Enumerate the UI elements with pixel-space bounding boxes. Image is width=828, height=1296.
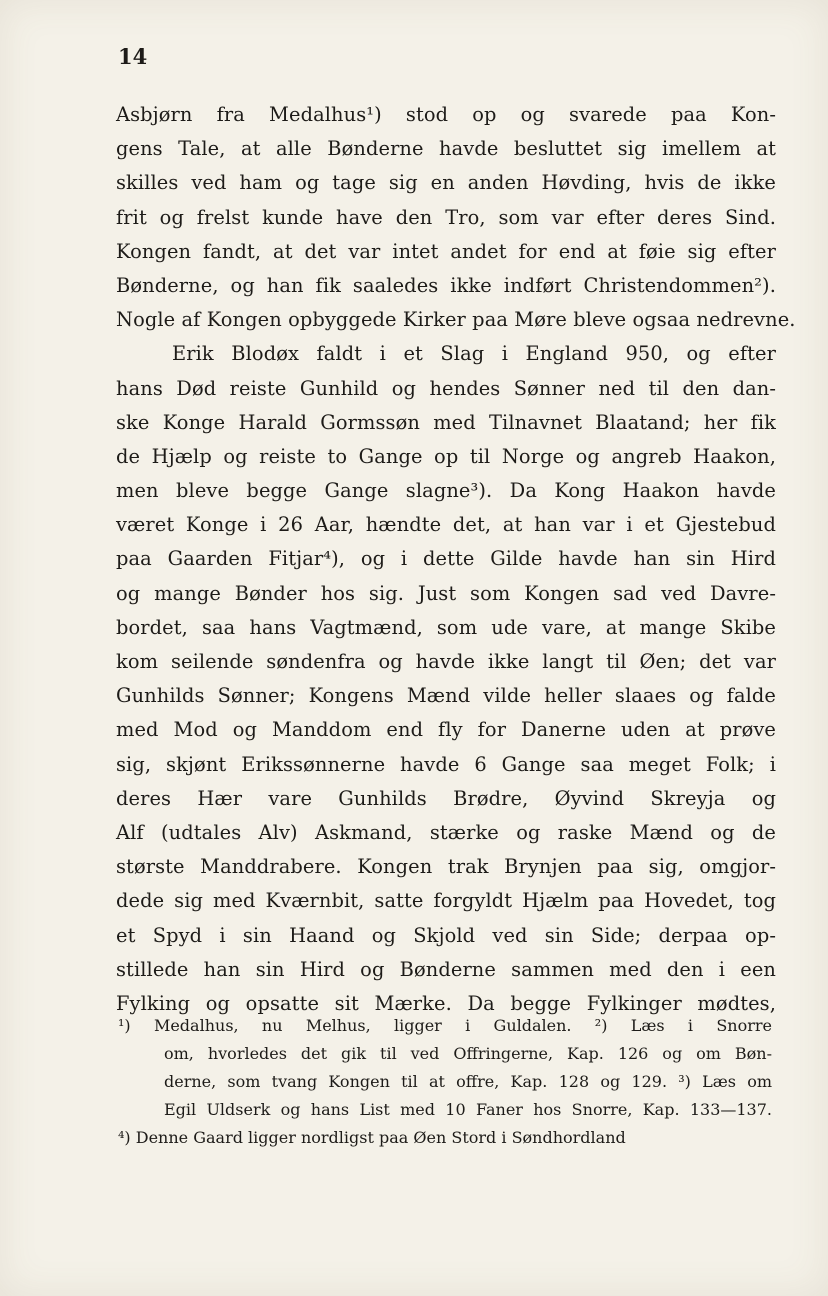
text-line: sig, skjønt Erikssønnerne havde 6 Gange saa meget Folk; i [116, 752, 776, 776]
body-text [116, 98, 796, 1021]
text-line: Kongen fandt, at det var intet andet for end at føie sig efter [116, 239, 776, 263]
footnotes [118, 1012, 772, 1152]
text-line: ske Konge Harald Gormssøn med Tilnavnet Blaatand; her fik [116, 410, 776, 434]
text-line: deres Hær vare Gunhilds Brødre, Øyvind Skreyja og [116, 786, 776, 810]
text-line: frit og frelst kunde have den Tro, som var efter deres Sind. [116, 205, 776, 229]
text-line: Asbjørn fra Medalhus¹) stod op og svarede paa Kon- [116, 103, 776, 126]
text-line: dede sig med Kværnbit, satte forgyldt Hjælm paa Hovedet, tog [116, 889, 776, 913]
footnote-line: ¹) Medalhus, nu Melhus, ligger i Guldalen. ²) Læs i Snorre [118, 1016, 772, 1035]
text-line: og mange Bønder hos sig. Just som Kongen sad ved Davre- [116, 581, 776, 605]
text-line: Fylking og opsatte sit Mærke. Da begge Fylkinger mødtes, [116, 991, 776, 1015]
text-line: Gunhilds Sønner; Kongens Mænd vilde heller slaaes og falde [116, 684, 776, 708]
text-line: hans Død reiste Gunhild og hendes Sønner ned til den dan- [116, 376, 776, 400]
text-line: Nogle af Kongen opbyggede Kirker paa Møre bleve ogsaa nedrevne. [116, 308, 796, 332]
footnote-line: derne, som tvang Kongen til at offre, Kap. 128 og 129. ³) Læs om [164, 1072, 772, 1091]
text-line: de Hjælp og reiste to Gange op til Norge og angreb Haakon, [116, 444, 776, 468]
text-line: med Mod og Manddom end fly for Danerne uden at prøve [116, 718, 776, 742]
text-line: gens Tale, at alle Bønderne havde besluttet sig imellem at [116, 137, 776, 161]
text-line: paa Gaarden Fitjar⁴), og i dette Gilde havde han sin Hird [116, 547, 776, 571]
text-line: skilles ved ham og tage sig en anden Høvding, hvis de ikke [116, 171, 776, 195]
footnote-line: ⁴) Denne Gaard ligger nordligst paa Øen Stord i Søndhordland [118, 1128, 626, 1147]
text-line: været Konge i 26 Aar, hændte det, at han var i et Gjestebud [116, 513, 776, 537]
text-line: men bleve begge Gange slagne³). Da Kong Haakon havde [116, 479, 776, 503]
page-number: 14 [118, 44, 148, 69]
text-line: Alf (udtales Alv) Askmand, stærke og raske Mænd og de [116, 820, 776, 844]
footnote-line: Egil Uldserk og hans List med 10 Faner hos Snorre, Kap. 133—137. [164, 1100, 772, 1119]
text-line: stillede han sin Hird og Bønderne sammen med den i een [116, 957, 776, 981]
text-line: et Spyd i sin Haand og Skjold ved sin Side; derpaa op- [116, 923, 776, 947]
text-line: største Manddrabere. Kongen trak Brynjen paa sig, omgjor- [116, 855, 776, 879]
text-line: kom seilende søndenfra og havde ikke langt til Øen; det var [116, 650, 776, 673]
text-line: Bønderne, og han fik saaledes ikke indført Christendommen²). [116, 273, 776, 297]
text-line: Erik Blodøx faldt i et Slag i England 950, og efter [172, 342, 776, 366]
footnote-line: om, hvorledes det gik til ved Offringerne, Kap. 126 og om Bøn- [164, 1044, 772, 1063]
text-line: bordet, saa hans Vagtmænd, som ude vare, at mange Skibe [116, 615, 776, 639]
